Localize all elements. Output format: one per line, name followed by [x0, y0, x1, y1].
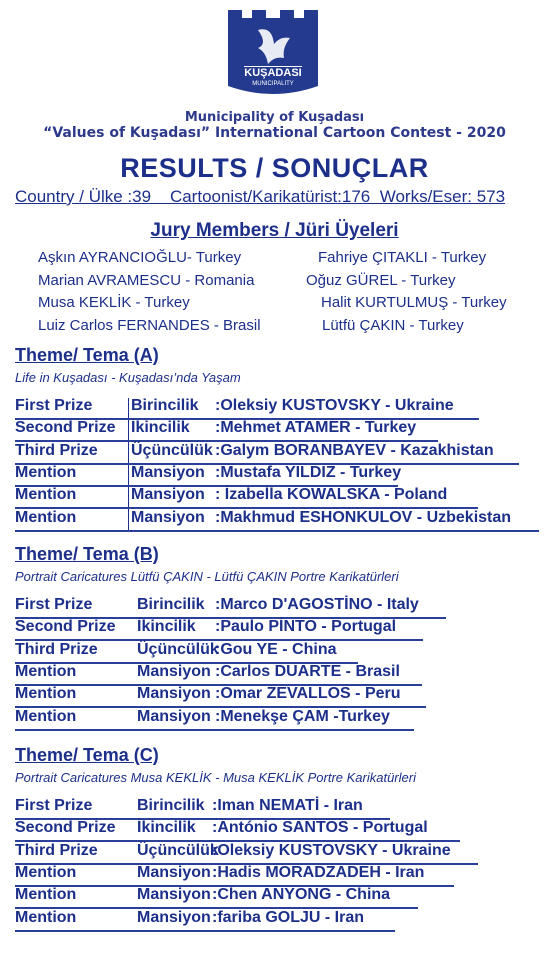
prize-label-tr: İkincilik	[137, 819, 196, 837]
prize-label-en: Mention	[15, 908, 77, 926]
prize-label-tr: Birincilik	[137, 797, 205, 814]
theme-a-title: Theme/ Tema (A)	[15, 345, 159, 365]
prize-label-tr: Mansiyon	[131, 463, 205, 481]
prize-label-en: Second Prize	[15, 618, 116, 636]
prize-label-en: Mention	[15, 685, 77, 703]
logo-sub: MUNICIPALITY	[252, 81, 294, 87]
prize-label-tr: Mansiyon	[137, 662, 211, 680]
winner-name: :Galym BORANBAYEV - Kazakhistan	[215, 441, 494, 459]
result-row	[15, 663, 422, 685]
result-row	[15, 886, 418, 908]
jury-member: Oğuz GÜREL - Turkey	[306, 272, 456, 289]
prize-label-tr: Mansiyon	[137, 886, 211, 904]
row-underline	[15, 530, 539, 532]
prize-label-tr: Üçüncülük	[137, 841, 219, 859]
jury-member: Luiz Carlos FERNANDES - Brasil	[38, 317, 261, 334]
prize-label-tr: Mansiyon	[131, 486, 205, 504]
winner-name: :Menekşe ÇAM -Turkey	[215, 707, 390, 725]
contest-name: “Values of Kuşadası” International Cartoon Contest - 2020	[43, 125, 506, 141]
result-row	[15, 909, 395, 931]
winner-name: :fariba GOLJU - Iran	[212, 908, 365, 926]
prize-label-tr: Mansiyon	[137, 707, 211, 725]
prize-label-en: Mention	[15, 863, 77, 881]
prize-label-en: Second Prize	[15, 419, 116, 437]
result-row	[15, 842, 478, 864]
prize-label-en: First Prize	[15, 397, 93, 414]
prize-label-en: Mention	[15, 662, 77, 680]
logo-shield-icon	[224, 6, 322, 98]
theme-c-subtitle: Portrait Caricatures Musa KEKLİK - Musa KEKLİK Portre Karikatürleri	[15, 770, 416, 785]
winner-name: : İzabella KOWALSKA - Poland	[215, 486, 448, 504]
theme-b-title: Theme/ Tema (B)	[15, 544, 159, 564]
jury-member: Lütfü ÇAKIN - Turkey	[322, 317, 464, 334]
prize-label-tr: Üçüncülük	[137, 640, 219, 658]
theme-a-subtitle: Life in Kuşadası - Kuşadası’nda Yaşam	[15, 370, 241, 385]
prize-label-tr: Birincilik	[137, 596, 205, 613]
winner-name: :Marco D'AGOSTİNO - Italy	[215, 596, 419, 613]
prize-label-tr: Mansiyon	[137, 908, 211, 926]
results-title: RESULTS / SONUÇLAR	[120, 153, 429, 183]
winner-name: :Hadis MORADZADEH - Iran	[212, 863, 425, 881]
logo-name: KUŞADASI	[244, 67, 302, 79]
result-row	[15, 463, 402, 486]
result-row	[15, 442, 519, 464]
prize-label-en: Mention	[15, 707, 77, 725]
result-row	[15, 641, 358, 663]
result-row	[15, 864, 454, 886]
winner-name: :Gou YE - China	[215, 640, 337, 658]
winner-name: :António SANTOS - Portugal	[212, 819, 428, 837]
prize-label-en: Mention	[15, 886, 77, 904]
winner-name: :Iman NEMATİ - Iran	[212, 797, 363, 814]
result-row	[15, 797, 390, 819]
prize-label-tr: Mansiyon	[131, 508, 205, 526]
row-underline	[15, 729, 414, 731]
winner-name: :Oleksiy KUSTOVSKY - Ukraine	[212, 841, 451, 859]
kusadasi-logo	[224, 6, 322, 98]
result-row	[15, 419, 438, 441]
result-row	[15, 486, 478, 508]
result-row	[15, 685, 426, 707]
theme-c-title: Theme/ Tema (C)	[15, 745, 159, 765]
jury-member: Musa KEKLİK - Turkey	[38, 294, 190, 311]
jury-member: Aşkın AYRANCIOĞLU- Turkey	[38, 249, 242, 266]
jury-member: Fahriye ÇITAKLI - Turkey	[318, 249, 487, 266]
row-underline	[15, 930, 395, 932]
prize-label-tr: Üçüncülük	[131, 441, 213, 459]
prize-label-en: Second Prize	[15, 819, 116, 837]
organizer-name: Municipality of Kuşadası	[184, 110, 365, 125]
prize-label-en: Mention	[15, 463, 77, 481]
prize-label-tr: Birincilik	[131, 397, 199, 414]
winner-name: :Makhmud ESHONKULOV - Uzbekistan	[215, 508, 512, 526]
winner-name: :Omar ZEVALLOS - Peru	[215, 685, 401, 703]
theme-b-subtitle: Portrait Caricatures Lütfü ÇAKIN - Lütfü ÇAKIN Portre Karikatürleri	[15, 569, 399, 584]
result-row	[15, 397, 479, 419]
result-row	[15, 509, 539, 531]
prize-label-en: Mention	[15, 486, 77, 504]
prize-label-en: Mention	[15, 508, 77, 526]
jury-member: Marian AVRAMESCU - Romania	[38, 272, 255, 289]
prize-label-tr: Mansiyon	[137, 685, 211, 703]
result-row	[15, 819, 460, 841]
prize-label-en: First Prize	[15, 596, 93, 613]
winner-name: :Mehmet ATAMER - Turkey	[215, 419, 417, 437]
prize-label-en: Third Prize	[15, 841, 98, 859]
winner-name: :Oleksiy KUSTOVSKY - Ukraine	[215, 397, 454, 414]
contest-stats: Country / Ülke :39 Cartoonist/Karikatürist:176 Works/Eser: 573	[15, 187, 506, 206]
prize-label-en: Third Prize	[15, 441, 98, 459]
prize-label-en: First Prize	[15, 797, 93, 814]
winner-name: :Paulo PİNTO - Portugal	[215, 618, 397, 636]
result-row	[15, 596, 446, 618]
winner-name: :Mustafa YILDIZ - Turkey	[215, 463, 402, 481]
prize-label-tr: İkincilik	[137, 618, 196, 636]
prize-label-tr: İkincilik	[131, 419, 190, 437]
prize-label-tr: Mansiyon	[137, 863, 211, 881]
jury-member: Halit KURTULMUŞ - Turkey	[321, 294, 507, 311]
winner-name: :Carlos DUARTE - Brasil	[215, 662, 400, 680]
result-row	[15, 708, 414, 730]
jury-title: Jury Members / Jüri Üyeleri	[150, 220, 399, 241]
result-row	[15, 618, 423, 640]
winner-name: :Chen ANYONG - China	[212, 886, 391, 904]
prize-label-en: Third Prize	[15, 640, 98, 658]
